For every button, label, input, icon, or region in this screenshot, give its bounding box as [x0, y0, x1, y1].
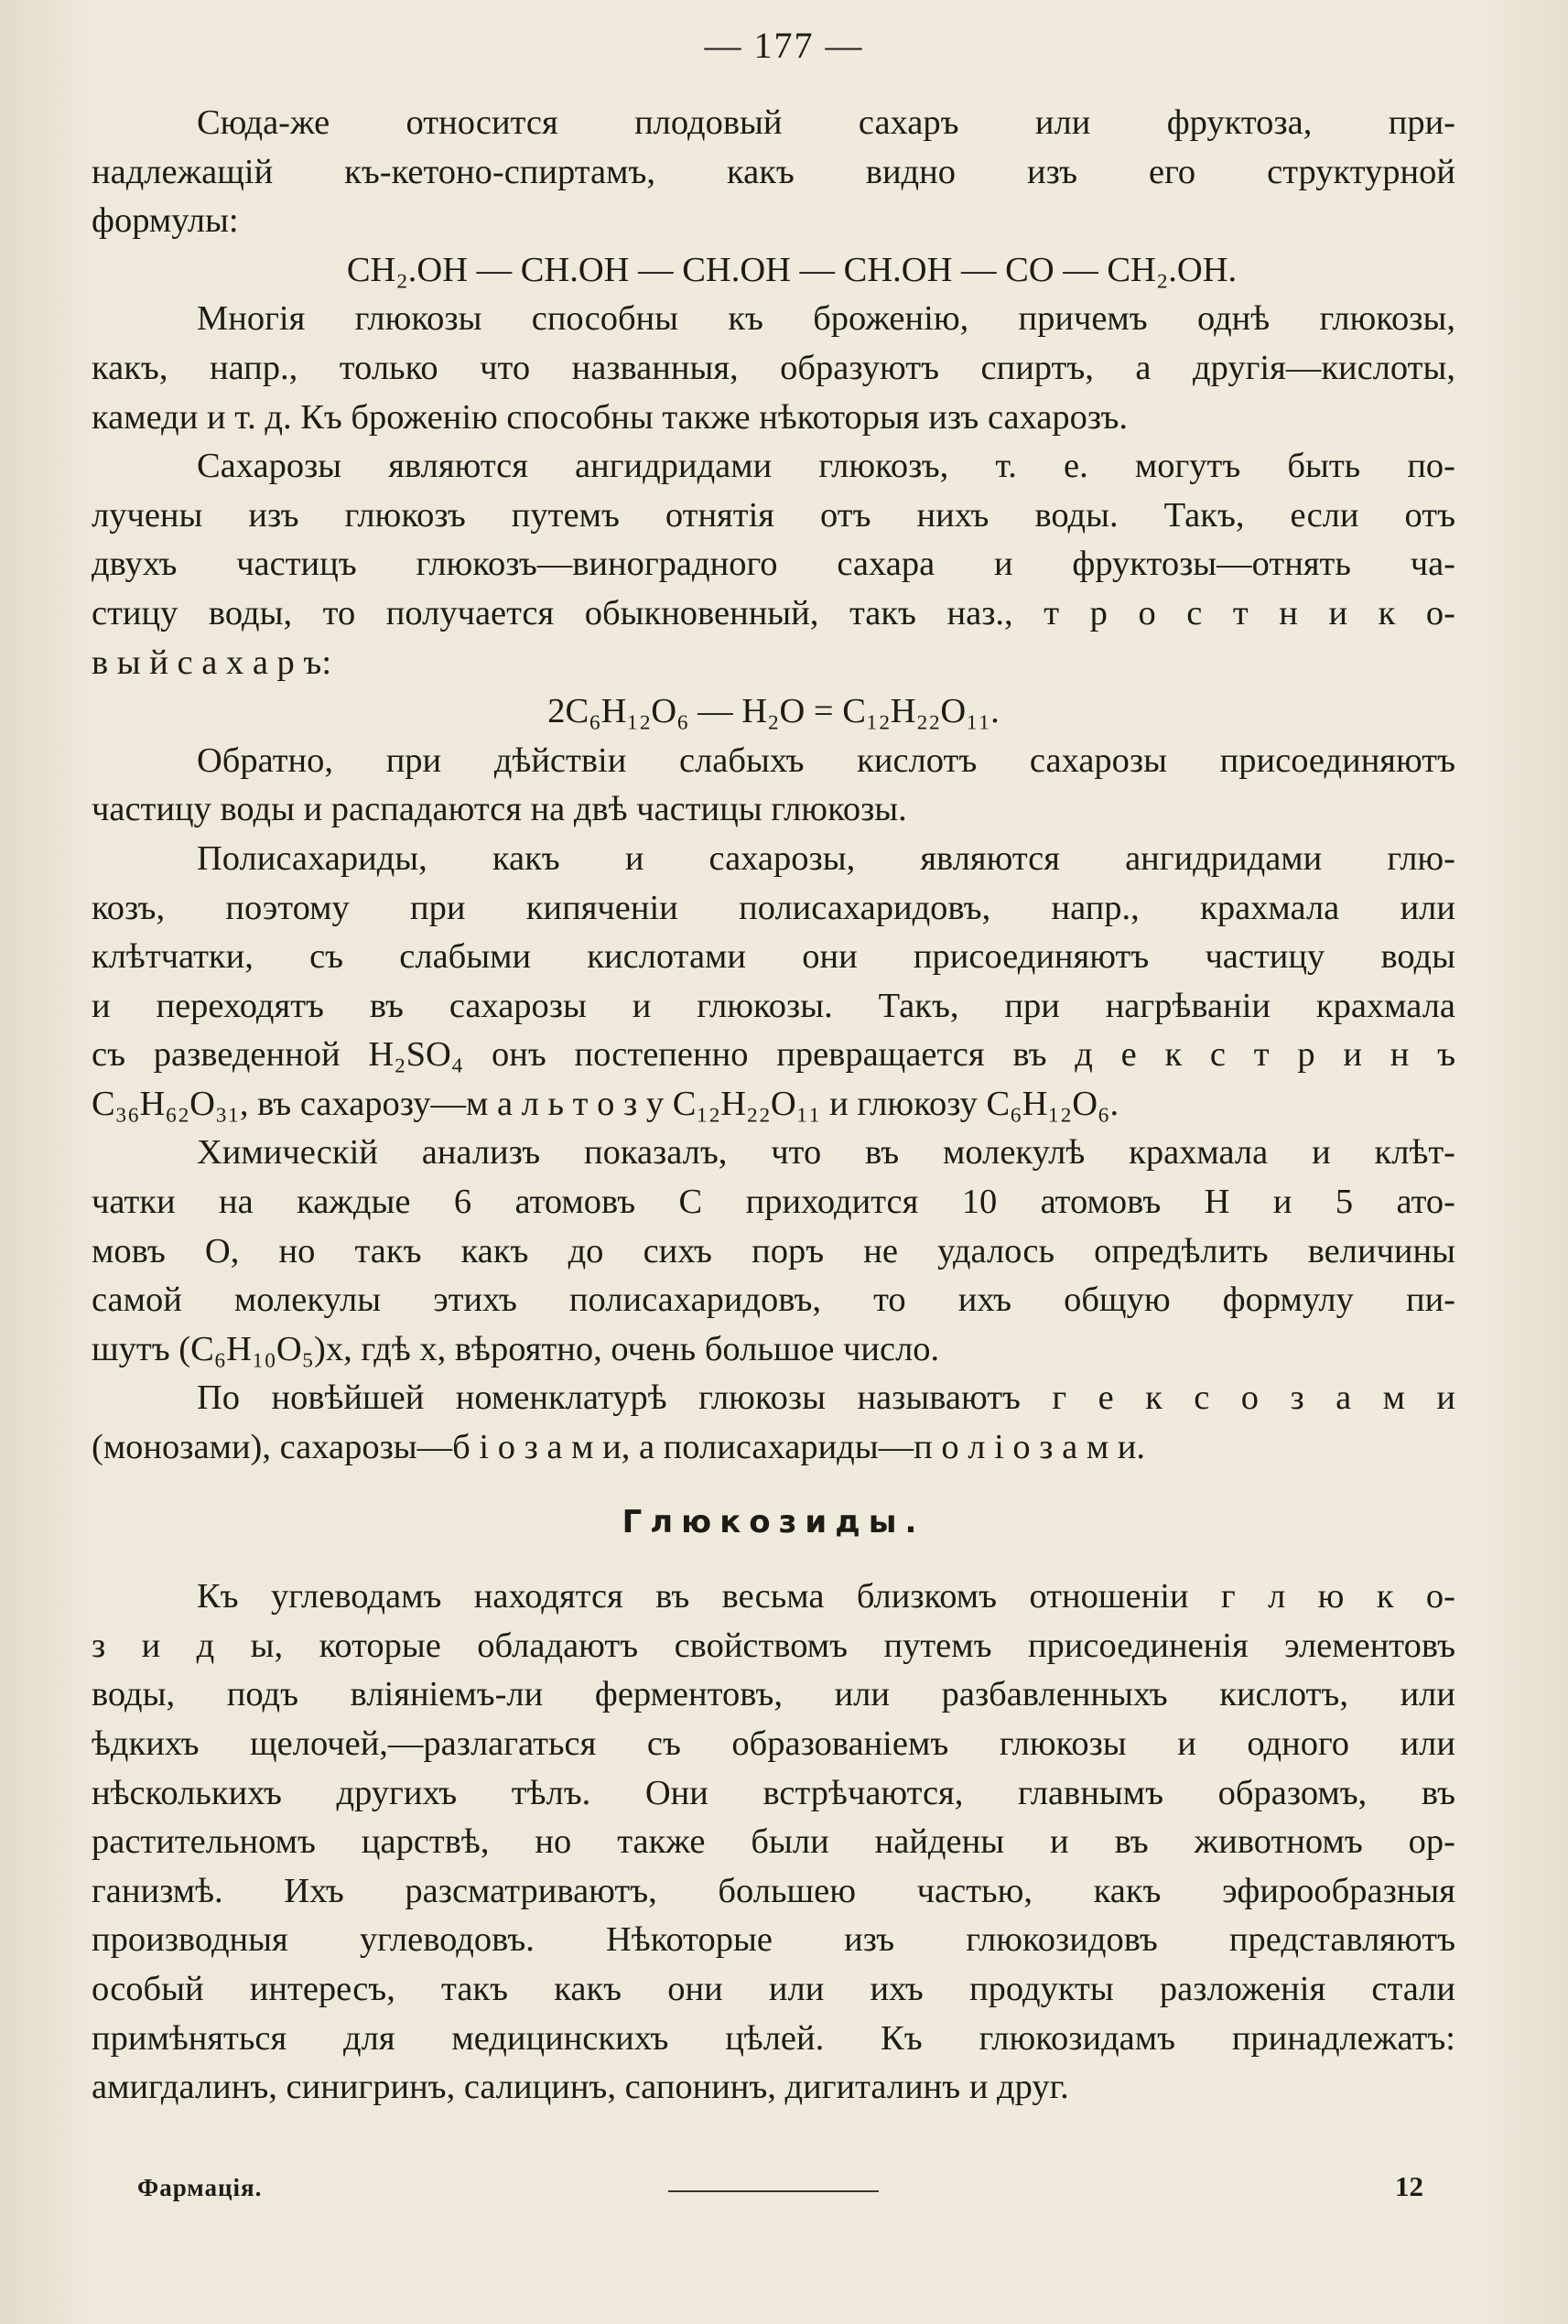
signature-mark: Фармація.: [137, 2174, 263, 2201]
text-line: растительномъ царствѣ, но также были найдены и въ животномъ ор-: [92, 1822, 1455, 1862]
text-line: клѣтчатки, съ слабыми кислотами они присоединяютъ частицу воды: [92, 937, 1455, 977]
text-line: стицу воды, то получается обыкновенный, такъ наз., т р о с т н и к о-: [92, 593, 1455, 632]
text-line: особый интересъ, такъ какъ они или ихъ продукты разложенія стали: [92, 1969, 1455, 2008]
text-line: По новѣйшей номенклатурѣ глюкозы называютъ г е к с о з а м и: [197, 1378, 1455, 1418]
text-line: примѣняться для медицинскихъ цѣлей. Къ глюкозидамъ принадлежатъ:: [92, 2018, 1455, 2058]
text-line: какъ, напр., только что названныя, образуютъ спиртъ, а другія—кислоты,: [92, 348, 1455, 387]
text-line: C₃₆H₆₂O₃₁, въ сахарозу—м а л ь т о з у C₁₂H₂₂O₁₁ и глюкозу C₆H₁₂O₆.: [92, 1084, 1119, 1123]
page-footer: [92, 2170, 1455, 2211]
page-number: — 177 —: [704, 25, 864, 66]
text-line: нѣсколькихъ другихъ тѣлъ. Они встрѣчаются, главнымъ образомъ, въ: [92, 1773, 1455, 1812]
text-line: воды, подъ вліяніемъ-ли ферментовъ, или разбавленныхъ кислотъ, или: [92, 1675, 1455, 1714]
text-line: Сахарозы являются ангидридами глюкозъ, т. е. могутъ быть по-: [197, 447, 1455, 486]
text-line: ѣдкихъ щелочей,—разлагаться съ образованіемъ глюкозы и одного или: [92, 1724, 1455, 1763]
text-line: съ разведенной H₂SO₄ онъ постепенно превращается въ д е к с т р и н ъ: [92, 1035, 1455, 1075]
formula: 2C₆H₁₂O₆ — H₂O = C₁₂H₂₂O₁₁.: [547, 692, 1000, 731]
text-line: Химическій анализъ показалъ, что въ молекулѣ крахмала и клѣт-: [197, 1133, 1455, 1173]
text-line: двухъ частицъ глюкозъ—виноградного сахара и фруктозы—отнять ча-: [92, 545, 1455, 584]
spacer: [92, 1473, 1455, 1498]
text-line: з и д ы, которые обладаютъ свойствомъ путемъ присоединенія элементовъ: [92, 1626, 1455, 1665]
text-line: мовъ O, но такъ какъ до сихъ поръ не удалось опредѣлить величины: [92, 1231, 1455, 1270]
text-line: козъ, поэтому при кипяченіи полисахаридовъ, напр., крахмала или: [92, 888, 1455, 927]
text-line: формулы:: [92, 201, 239, 241]
text-line: в ы й с а х а р ъ:: [92, 643, 332, 682]
text-line: шутъ (C₆H₁₀O₅)x, гдѣ x, вѣроятно, очень большое число.: [92, 1329, 940, 1368]
section-heading: Глюкозиды.: [622, 1503, 925, 1540]
formula: CH₂.OH — CH.OH — CH.OH — CH.OH — CO — CH₂.OH.: [346, 250, 1238, 289]
text-line: Сюда-же относится плодовый сахаръ или фруктоза, при-: [197, 103, 1455, 142]
text-line: (монозами), сахарозы—б і о з а м и, а полисахариды—п о л і о з а м и.: [92, 1428, 1146, 1467]
text-line: самой молекулы этихъ полисахаридовъ, то ихъ общую формулу пи-: [92, 1281, 1455, 1320]
text-line: ганизмѣ. Ихъ разсматриваютъ, большею частью, какъ эфирообразныя: [92, 1871, 1455, 1910]
text-line: и переходятъ въ сахарозы и глюкозы. Такъ, при нагрѣваніи крахмала: [92, 986, 1455, 1025]
sheet-number: 12: [1395, 2170, 1423, 2202]
text-line: надлежащій къ-кетоно-спиртамъ, какъ видно изъ его структурной: [92, 152, 1455, 191]
text-line: Обратно, при дѣйствіи слабыхъ кислотъ сахарозы присоединяютъ: [197, 740, 1455, 780]
text-line: чатки на каждые 6 атомовъ C приходится 10 атомовъ H и 5 ато-: [92, 1183, 1455, 1222]
spacer: [92, 1547, 1455, 1573]
text-line: Полисахариды, какъ и сахарозы, являются ангидридами глю-: [197, 838, 1455, 878]
text-line: частицу воды и распадаются на двѣ частицы глюкозы.: [92, 790, 907, 829]
text-line: амигдалинъ, синигринъ, салицинъ, сапонинъ, дигиталинъ и друг.: [92, 2068, 1069, 2107]
text-line: камеди и т. д. Къ броженію способны также нѣкоторыя изъ сахарозъ.: [92, 397, 1129, 437]
footer-rule: [668, 2190, 879, 2192]
text-line: Къ углеводамъ находятся въ весьма близкомъ отношеніи г л ю к о-: [197, 1577, 1455, 1616]
text-line: лучены изъ глюкозъ путемъ отнятія отъ нихъ воды. Такъ, если отъ: [92, 495, 1455, 535]
text-line: Многія глюкозы способны къ броженію, причемъ однѣ глюкозы,: [197, 299, 1455, 339]
text-line: производныя углеводовъ. Нѣкоторые изъ глюкозидовъ представляютъ: [92, 1920, 1455, 1960]
body-text: [92, 99, 1455, 2113]
